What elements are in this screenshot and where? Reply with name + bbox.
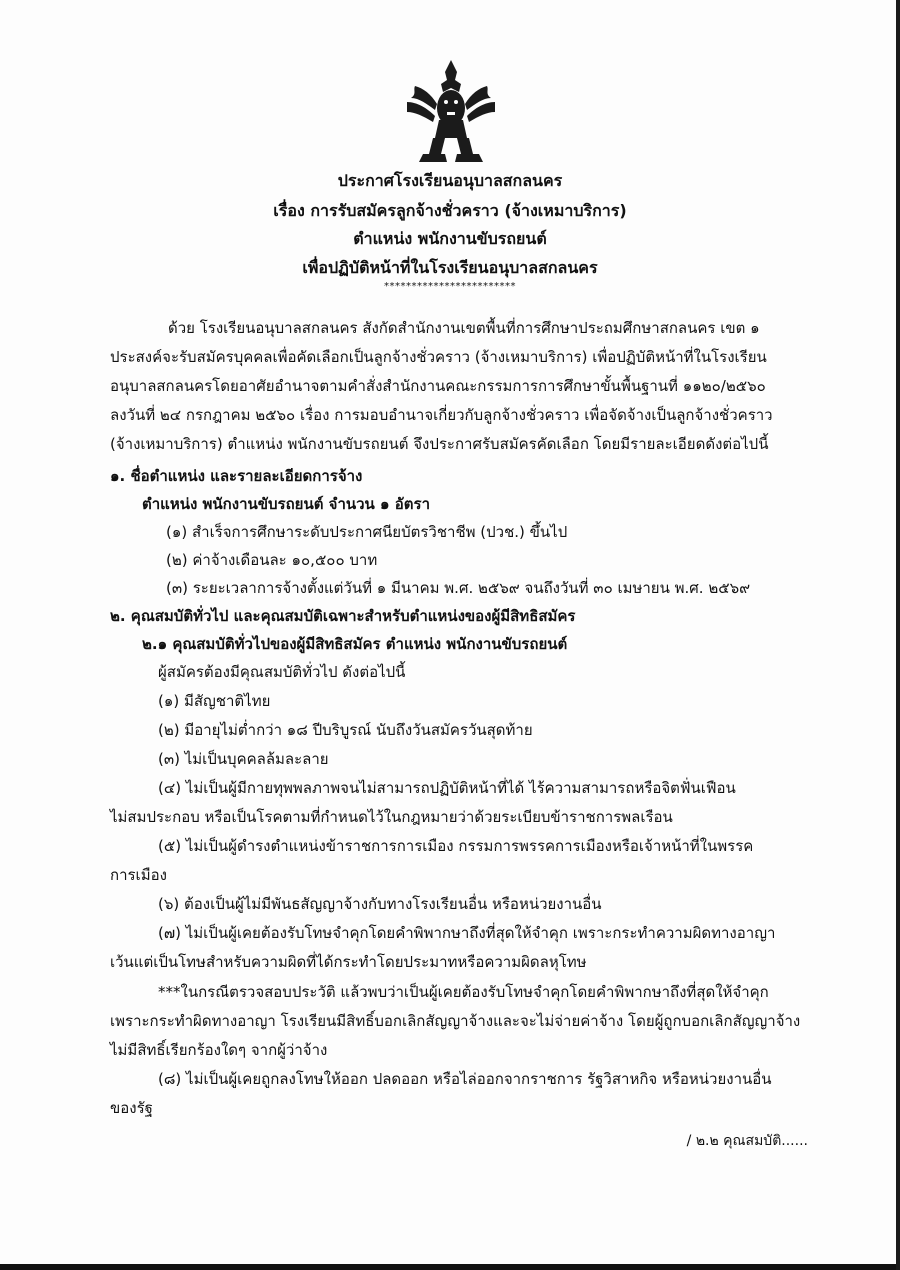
section1-item-3: (๓) ระยะเวลาการจ้างตั้งแต่วันที่ ๑ มีนาคม พ.ศ. ๒๕๖๙ จนถึงวันที่ ๓๐ เมษายน พ.ศ. ๒๕๖๙: [166, 579, 751, 597]
section2-subheading: ๒.๑ คุณสมบัติทั่วไปของผู้มีสิทธิสมัคร ตำแหน่ง พนักงานขับรถยนต์: [142, 635, 568, 653]
intro-line-5: (จ้างเหมาบริการ) ตำแหน่ง พนักงานขับรถยนต์ จึงประกาศรับสมัครคัดเลือก โดยมีรายละเอียดดังต่อไปนี้: [110, 435, 769, 453]
continuation-note: / ๒.๒ คุณสมบัติ......: [686, 1133, 808, 1149]
section1-item-2: (๒) ค่าจ้างเดือนละ ๑๐,๕๐๐ บาท: [166, 551, 378, 569]
qualification-line-7-cont: เว้นแต่เป็นโทษสำหรับความผิดที่ได้กระทำโดยประมาทหรือความผิดลหุโทษ: [110, 953, 587, 971]
scan-edge-bottom: [0, 1264, 900, 1270]
background-check-note: ***ในกรณีตรวจสอบประวัติ แล้วพบว่าเป็นผู้เคยต้องรับโทษจำคุกโดยคำพิพากษาถึงที่สุดให้จำคุก: [158, 983, 769, 1001]
section2-heading: ๒. คุณสมบัติทั่วไป และคุณสมบัติเฉพาะสำหรับตำแหน่งของผู้มีสิทธิสมัคร: [110, 607, 576, 625]
intro-line-1: ด้วย โรงเรียนอนุบาลสกลนคร สังกัดสำนักงานเขตพื้นที่การศึกษาประถมศึกษาสกลนคร เขต ๑: [168, 319, 760, 337]
qualification-line-4: (๔) ไม่เป็นผู้มีกายทุพพลภาพจนไม่สามารถปฏิบัติหน้าที่ได้ ไร้ความสามารถหรือจิตฟั่นเฟือน: [158, 779, 736, 797]
section1-item-1: (๑) สำเร็จการศึกษาระดับประกาศนียบัตรวิชาชีพ (ปวช.) ขึ้นไป: [166, 523, 568, 541]
header-title-line-2: เรื่อง การรับสมัครลูกจ้างชั่วคราว (จ้างเหมาบริการ): [273, 201, 627, 220]
header-separator: ************************: [384, 281, 516, 292]
background-check-note-cont-2: ไม่มีสิทธิ์เรียกร้องใดๆ จากผู้ว่าจ้าง: [110, 1041, 328, 1059]
background-check-note-cont-1: เพราะกระทำผิดทางอาญา โรงเรียนมีสิทธิ์บอกเลิกสัญญาจ้างและจะไม่จ่ายค่าจ้าง โดยผู้ถูกบอกเลิกสัญญาจ้าง: [110, 1012, 801, 1030]
section2-lead: ผู้สมัครต้องมีคุณสมบัติทั่วไป ดังต่อไปนี้: [158, 663, 406, 681]
scan-edge-right: [896, 0, 900, 1270]
qualification-line-5: (๕) ไม่เป็นผู้ดำรงตำแหน่งข้าราชการการเมือง กรรมการพรรคการเมืองหรือเจ้าหน้าที่ในพรรค: [158, 837, 754, 855]
qualification-line-6: (๖) ต้องเป็นผู้ไม่มีพันธสัญญาจ้างกับทางโรงเรียนอื่น หรือหน่วยงานอื่น: [158, 895, 602, 913]
intro-line-2: ประสงค์จะรับสมัครบุคคลเพื่อคัดเลือกเป็นลูกจ้างชั่วคราว (จ้างเหมาบริการ) เพื่อปฏิบัติหน้าที่ในโรงเรียน: [110, 348, 767, 366]
header-title-line-4: เพื่อปฏิบัติหน้าที่ในโรงเรียนอนุบาลสกลนคร: [302, 258, 598, 277]
qualification-line-8: (๘) ไม่เป็นผู้เคยถูกลงโทษให้ออก ปลดออก หรือไล่ออกจากราชการ รัฐวิสาหกิจ หรือหน่วยงานอื่น: [158, 1070, 772, 1088]
qualification-line-8-cont: ของรัฐ: [110, 1099, 153, 1117]
qualification-line-2: (๒) มีอายุไม่ต่ำกว่า ๑๘ ปีบริบูรณ์ นับถึงวันสมัครวันสุดท้าย: [158, 721, 533, 739]
intro-line-3: อนุบาลสกลนครโดยอาศัยอำนาจตามคำสั่งสำนักงานคณะกรรมการการศึกษาขั้นพื้นฐานที่ ๑๑๒๐/๒๕๖๐: [110, 377, 766, 395]
qualification-line-5-cont: การเมือง: [110, 866, 167, 884]
header-title-line-1: ประกาศโรงเรียนอนุบาลสกลนคร: [337, 171, 563, 190]
header-title-line-3: ตำแหน่ง พนักงานขับรถยนต์: [353, 229, 547, 248]
qualification-line-4-cont: ไม่สมประกอบ หรือเป็นโรคตามที่กำหนดไว้ในกฎหมายว่าด้วยระเบียบข้าราชการพลเรือน: [110, 808, 673, 826]
section1-subheading: ตำแหน่ง พนักงานขับรถยนต์ จำนวน ๑ อัตรา: [142, 495, 431, 513]
qualification-line-1: (๑) มีสัญชาติไทย: [158, 692, 271, 710]
section1-heading: ๑. ชื่อตำแหน่ง และรายละเอียดการจ้าง: [110, 467, 363, 485]
garuda-emblem-icon: [405, 58, 497, 166]
intro-line-4: ลงวันที่ ๒๔ กรกฎาคม ๒๕๖๐ เรื่อง การมอบอำนาจเกี่ยวกับลูกจ้างชั่วคราว เพื่อจัดจ้างเป็นลูกจ้างชั่วคราว: [110, 406, 773, 424]
qualification-line-3: (๓) ไม่เป็นบุคคลล้มละลาย: [158, 750, 329, 768]
qualification-line-7: (๗) ไม่เป็นผู้เคยต้องรับโทษจำคุกโดยคำพิพากษาถึงที่สุดให้จำคุก เพราะกระทำความผิดทางอาญา: [158, 924, 776, 942]
